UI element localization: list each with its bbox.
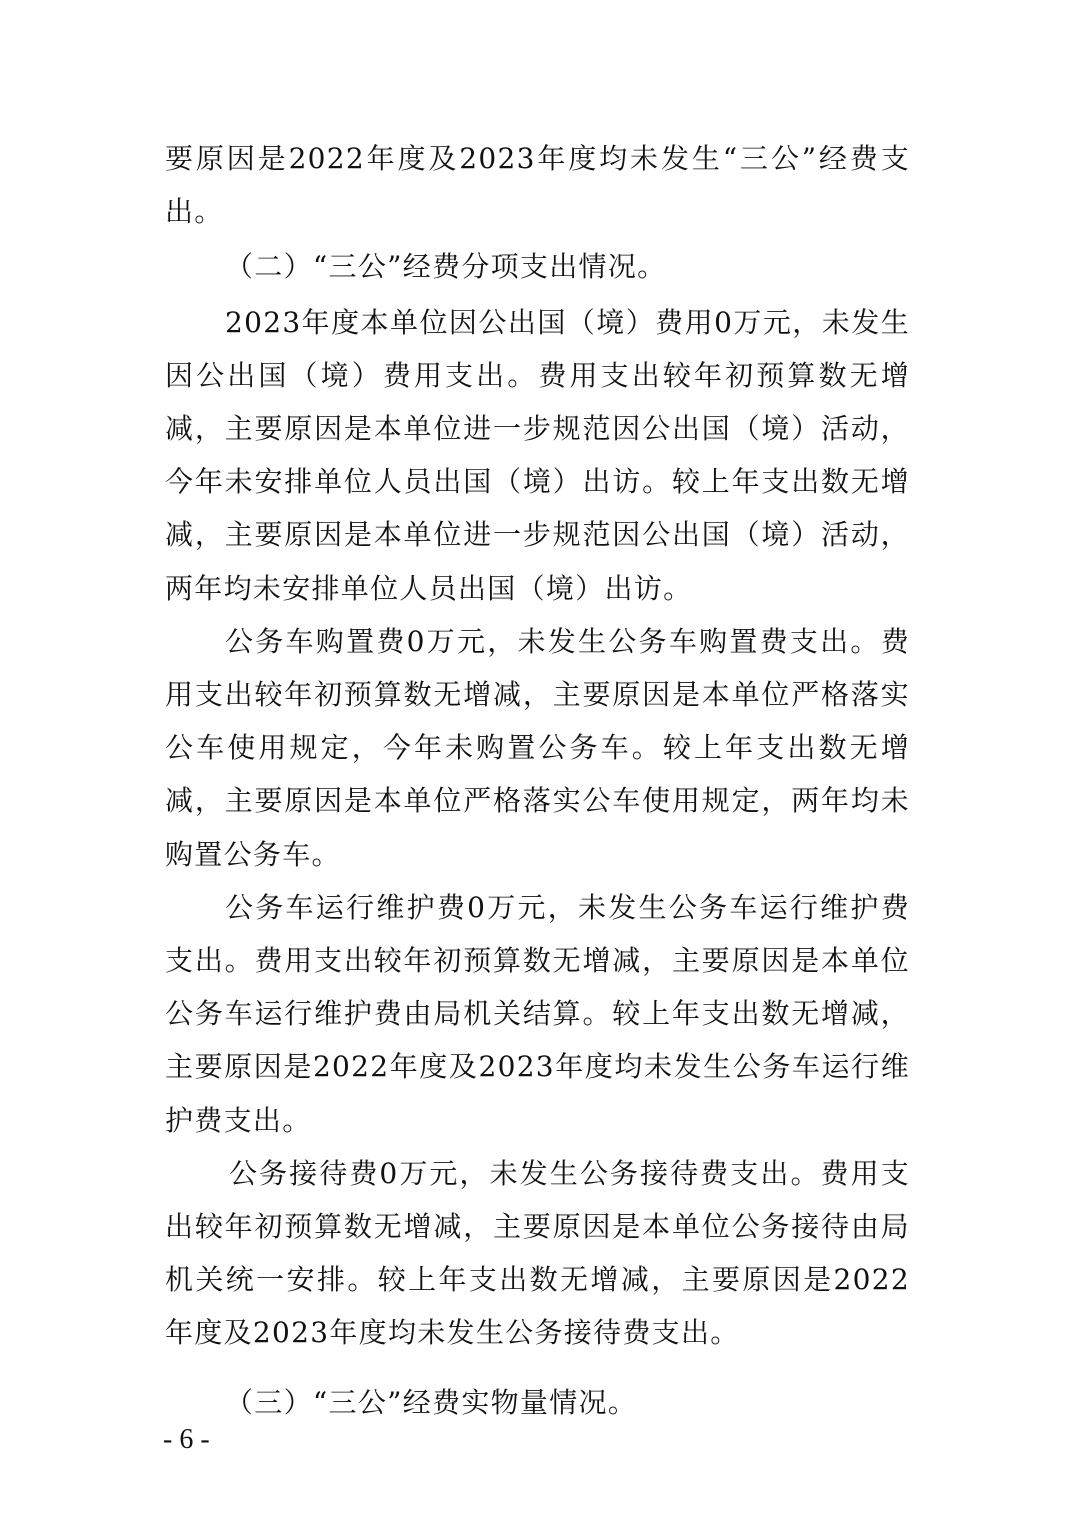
paragraph-vehicle-maintenance: 公务车运行维护费0万元，未发生公务车运行维护费支出。费用支出较年初预算数无增减，主要原因是本单位公务车运行维护费由局机关结算。较上年支出数无增减，主要原因是2022年度及2023年度均未发生公务车运行维护费支出。 xyxy=(165,890,910,1137)
paragraph-continuation: 要原因是2022年度及2023年度均未发生“三公”经费支出。 xyxy=(165,142,910,229)
paragraph-official-reception: 公务接待费0万元，未发生公务接待费支出。费用支出较年初预算数无增减，主要原因是本单位公务接待由局机关统一安排。较上年支出数无增减，主要原因是2022年度及2023年度均未发生公务接待费支出。 xyxy=(165,1156,910,1350)
section-heading-physical-quantity: （三）“三公”经费实物量情况。 xyxy=(225,1385,638,1419)
page-number: - 6 - xyxy=(163,1424,210,1455)
paragraph-vehicle-purchase: 公务车购置费0万元，未发生公务车购置费支出。费用支出较年初预算数无增减，主要原因是本单位严格落实公车使用规定，今年未购置公务车。较上年支出数无增减，主要原因是本单位严格落实公车使用规定，两年均未购置公务车。 xyxy=(165,624,910,871)
paragraph-overseas-travel: 2023年度本单位因公出国（境）费用0万元，未发生因公出国（境）费用支出。费用支出较年初预算数无增减，主要原因是本单位进一步规范因公出国（境）活动，今年未安排单位人员出国（境）出访。较上年支出数无增减，主要原因是本单位进一步规范因公出国（境）活动，两年均未安排单位人员出国（境）出访。 xyxy=(165,305,910,605)
section-heading-itemized-expenditure: （二）“三公”经费分项支出情况。 xyxy=(225,250,667,284)
document-body xyxy=(165,132,910,1429)
